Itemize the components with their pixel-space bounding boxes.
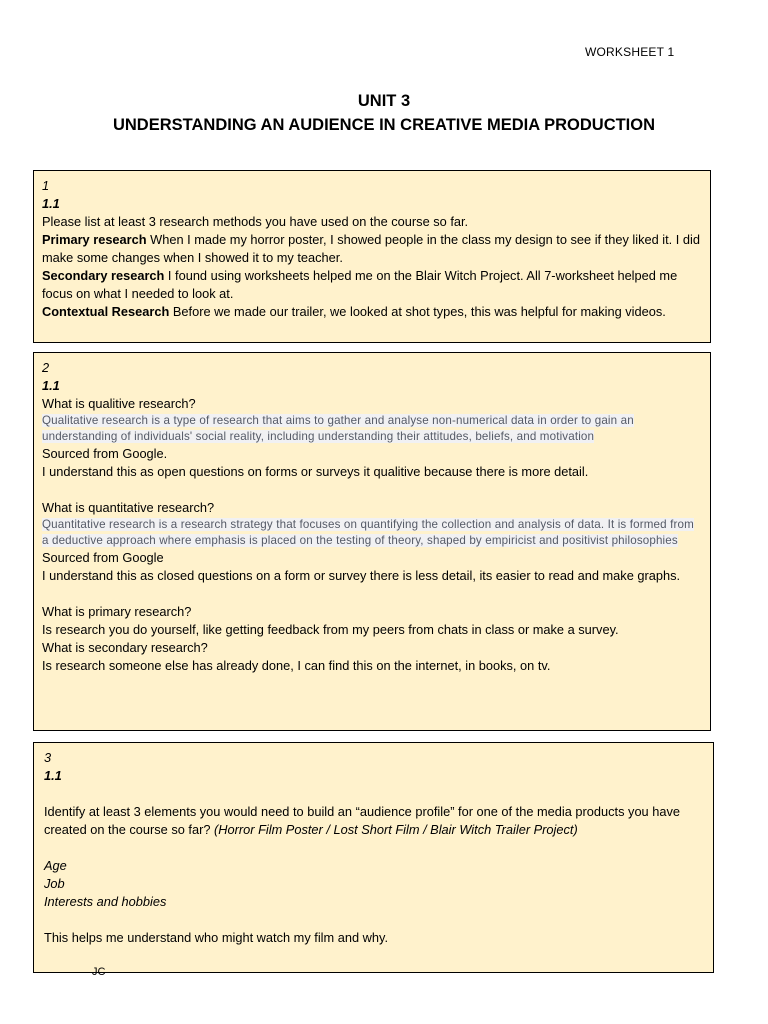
spacer [44, 839, 705, 857]
answer-term: Primary research [42, 232, 147, 247]
question-text: What is qualitive research? [42, 396, 196, 411]
question-box-2 [33, 352, 711, 731]
spacer [42, 585, 702, 603]
question-box-3 [33, 742, 714, 973]
question-text [44, 803, 705, 839]
worksheet-label: WORKSHEET 1 [585, 45, 675, 59]
answer-text: I understand this as closed questions on a form or survey there is less detail, its easier to read and make graphs. [42, 568, 681, 583]
answer-term: Contextual Research [42, 304, 170, 319]
criterion-label: 1.1 [44, 768, 62, 783]
conclusion-text: This helps me understand who might watch my film and why. [44, 930, 389, 945]
profile-element: Job [44, 876, 65, 891]
page-title: UNDERSTANDING AN AUDIENCE IN CREATIVE MEDIA PRODUCTION [112, 116, 656, 134]
title-block [0, 89, 768, 137]
answer-text: When I made my horror poster, I showed people in the class my design to see if they liked it. I did make some changes when I showed it to my teacher. [42, 232, 700, 265]
quoted-definition [42, 413, 702, 445]
answer-item [42, 267, 702, 303]
question-number: 3 [44, 750, 52, 765]
question-text: What is primary research? [42, 604, 192, 619]
question-projects: (Horror Film Poster / Lost Short Film / Blair Witch Trailer Project) [214, 822, 578, 837]
footer-initials: JC [92, 966, 106, 978]
answer-term: Secondary research [42, 268, 165, 283]
answer-item [42, 231, 702, 267]
question-text: Please list at least 3 research methods you have used on the course so far. [42, 214, 469, 229]
answer-text: Is research you do yourself, like getting feedback from my peers from chats in class or make a survey. [42, 622, 619, 637]
question-box-1 [33, 170, 711, 343]
source-note: Sourced from Google. [42, 446, 168, 461]
profile-element: Interests and hobbies [44, 894, 167, 909]
unit-heading: UNIT 3 [357, 92, 411, 110]
answer-text: Before we made our trailer, we looked at shot types, this was helpful for making videos. [169, 304, 666, 319]
spacer [44, 911, 705, 929]
answer-text: I found using worksheets helped me on the Blair Witch Project. All 7-worksheet helped me focus on what I needed to look at. [42, 268, 678, 301]
spacer [44, 785, 705, 803]
criterion-label: 1.1 [42, 196, 60, 211]
source-note: Sourced from Google [42, 550, 164, 565]
question-number: 1 [42, 178, 50, 193]
quoted-definition-text: Quantitative research is a research strategy that focuses on quantifying the collection and analysis of data. It is formed from a deductive approach where emphasis is placed on the testing of theory, shaped by empiricist and positivist philosophies [42, 518, 694, 547]
question-main: Identify at least 3 elements you would need to build an “audience profile” for one of the media products you have created on the course so far? [44, 804, 680, 837]
question-text: What is quantitative research? [42, 500, 215, 515]
quoted-definition-text: Qualitative research is a type of research that aims to gather and analyse non-numerical data in order to gain an understanding of individuals' social reality, including understanding their attitudes, beliefs, and motivation [42, 414, 634, 443]
profile-element: Age [44, 858, 67, 873]
quoted-definition [42, 517, 702, 549]
question-number: 2 [42, 360, 50, 375]
spacer [42, 481, 702, 499]
answer-item [42, 303, 702, 321]
answer-text: I understand this as open questions on forms or surveys it qualitive because there is more detail. [42, 464, 589, 479]
criterion-label: 1.1 [42, 378, 60, 393]
answer-text: Is research someone else has already done, I can find this on the internet, in books, on tv. [42, 658, 551, 673]
question-text: What is secondary research? [42, 640, 208, 655]
